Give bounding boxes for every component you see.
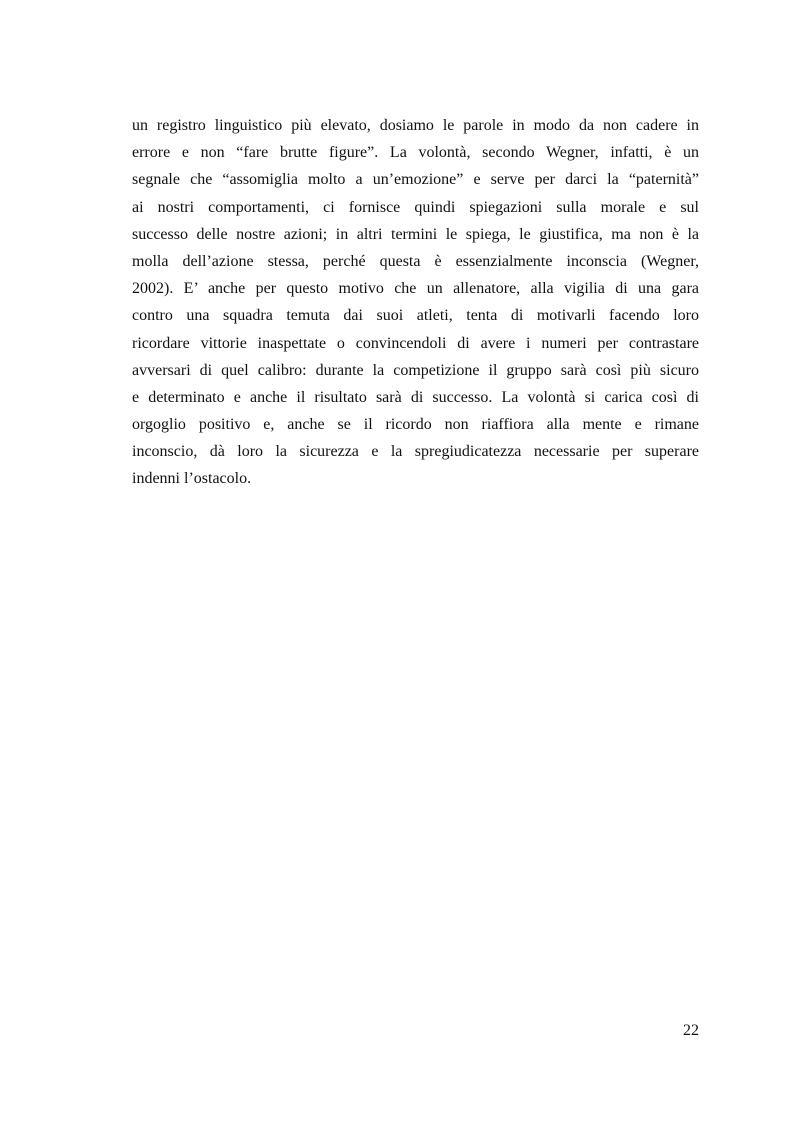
- paragraph-line-6: molla dell’azione stessa, perché questa è essenzialmente inconscia (Wegner,: [132, 252, 699, 270]
- paragraph-line-13: inconscio, dà loro la sicurezza e la spregiudicatezza necessarie per superare: [132, 443, 699, 461]
- body-paragraph: [132, 112, 699, 493]
- paragraph-line-3: segnale che “assomiglia molto a un’emozione” e serve per darci la “paternità”: [132, 171, 699, 189]
- paragraph-line-14: indenni l’ostacolo.: [132, 470, 252, 488]
- paragraph-line-4: ai nostri comportamenti, ci fornisce quindi spiegazioni sulla morale e sul: [132, 198, 699, 216]
- paragraph-line-5: successo delle nostre azioni; in altri termini le spiega, le giustifica, ma non è la: [132, 225, 699, 243]
- paragraph-line-10: avversari di quel calibro: durante la competizione il gruppo sarà così più sicuro: [132, 361, 699, 379]
- paragraph-line-7: 2002). E’ anche per questo motivo che un allenatore, alla vigilia di una gara: [132, 280, 699, 298]
- paragraph-line-12: orgoglio positivo e, anche se il ricordo non riaffiora alla mente e rimane: [132, 416, 699, 434]
- paragraph-line-9: ricordare vittorie inaspettate o convincendoli di avere i numeri per contrastare: [132, 334, 699, 352]
- paragraph-line-2: errore e non “fare brutte figure”. La volontà, secondo Wegner, infatti, è un: [132, 144, 699, 162]
- page-number: 22: [683, 1022, 699, 1039]
- paragraph-line-11: e determinato e anche il risultato sarà di successo. La volontà si carica così di: [132, 388, 699, 406]
- paragraph-line-1: un registro linguistico più elevato, dosiamo le parole in modo da non cadere in: [132, 117, 699, 134]
- paragraph-line-8: contro una squadra temuta dai suoi atleti, tenta di motivarli facendo loro: [132, 307, 699, 325]
